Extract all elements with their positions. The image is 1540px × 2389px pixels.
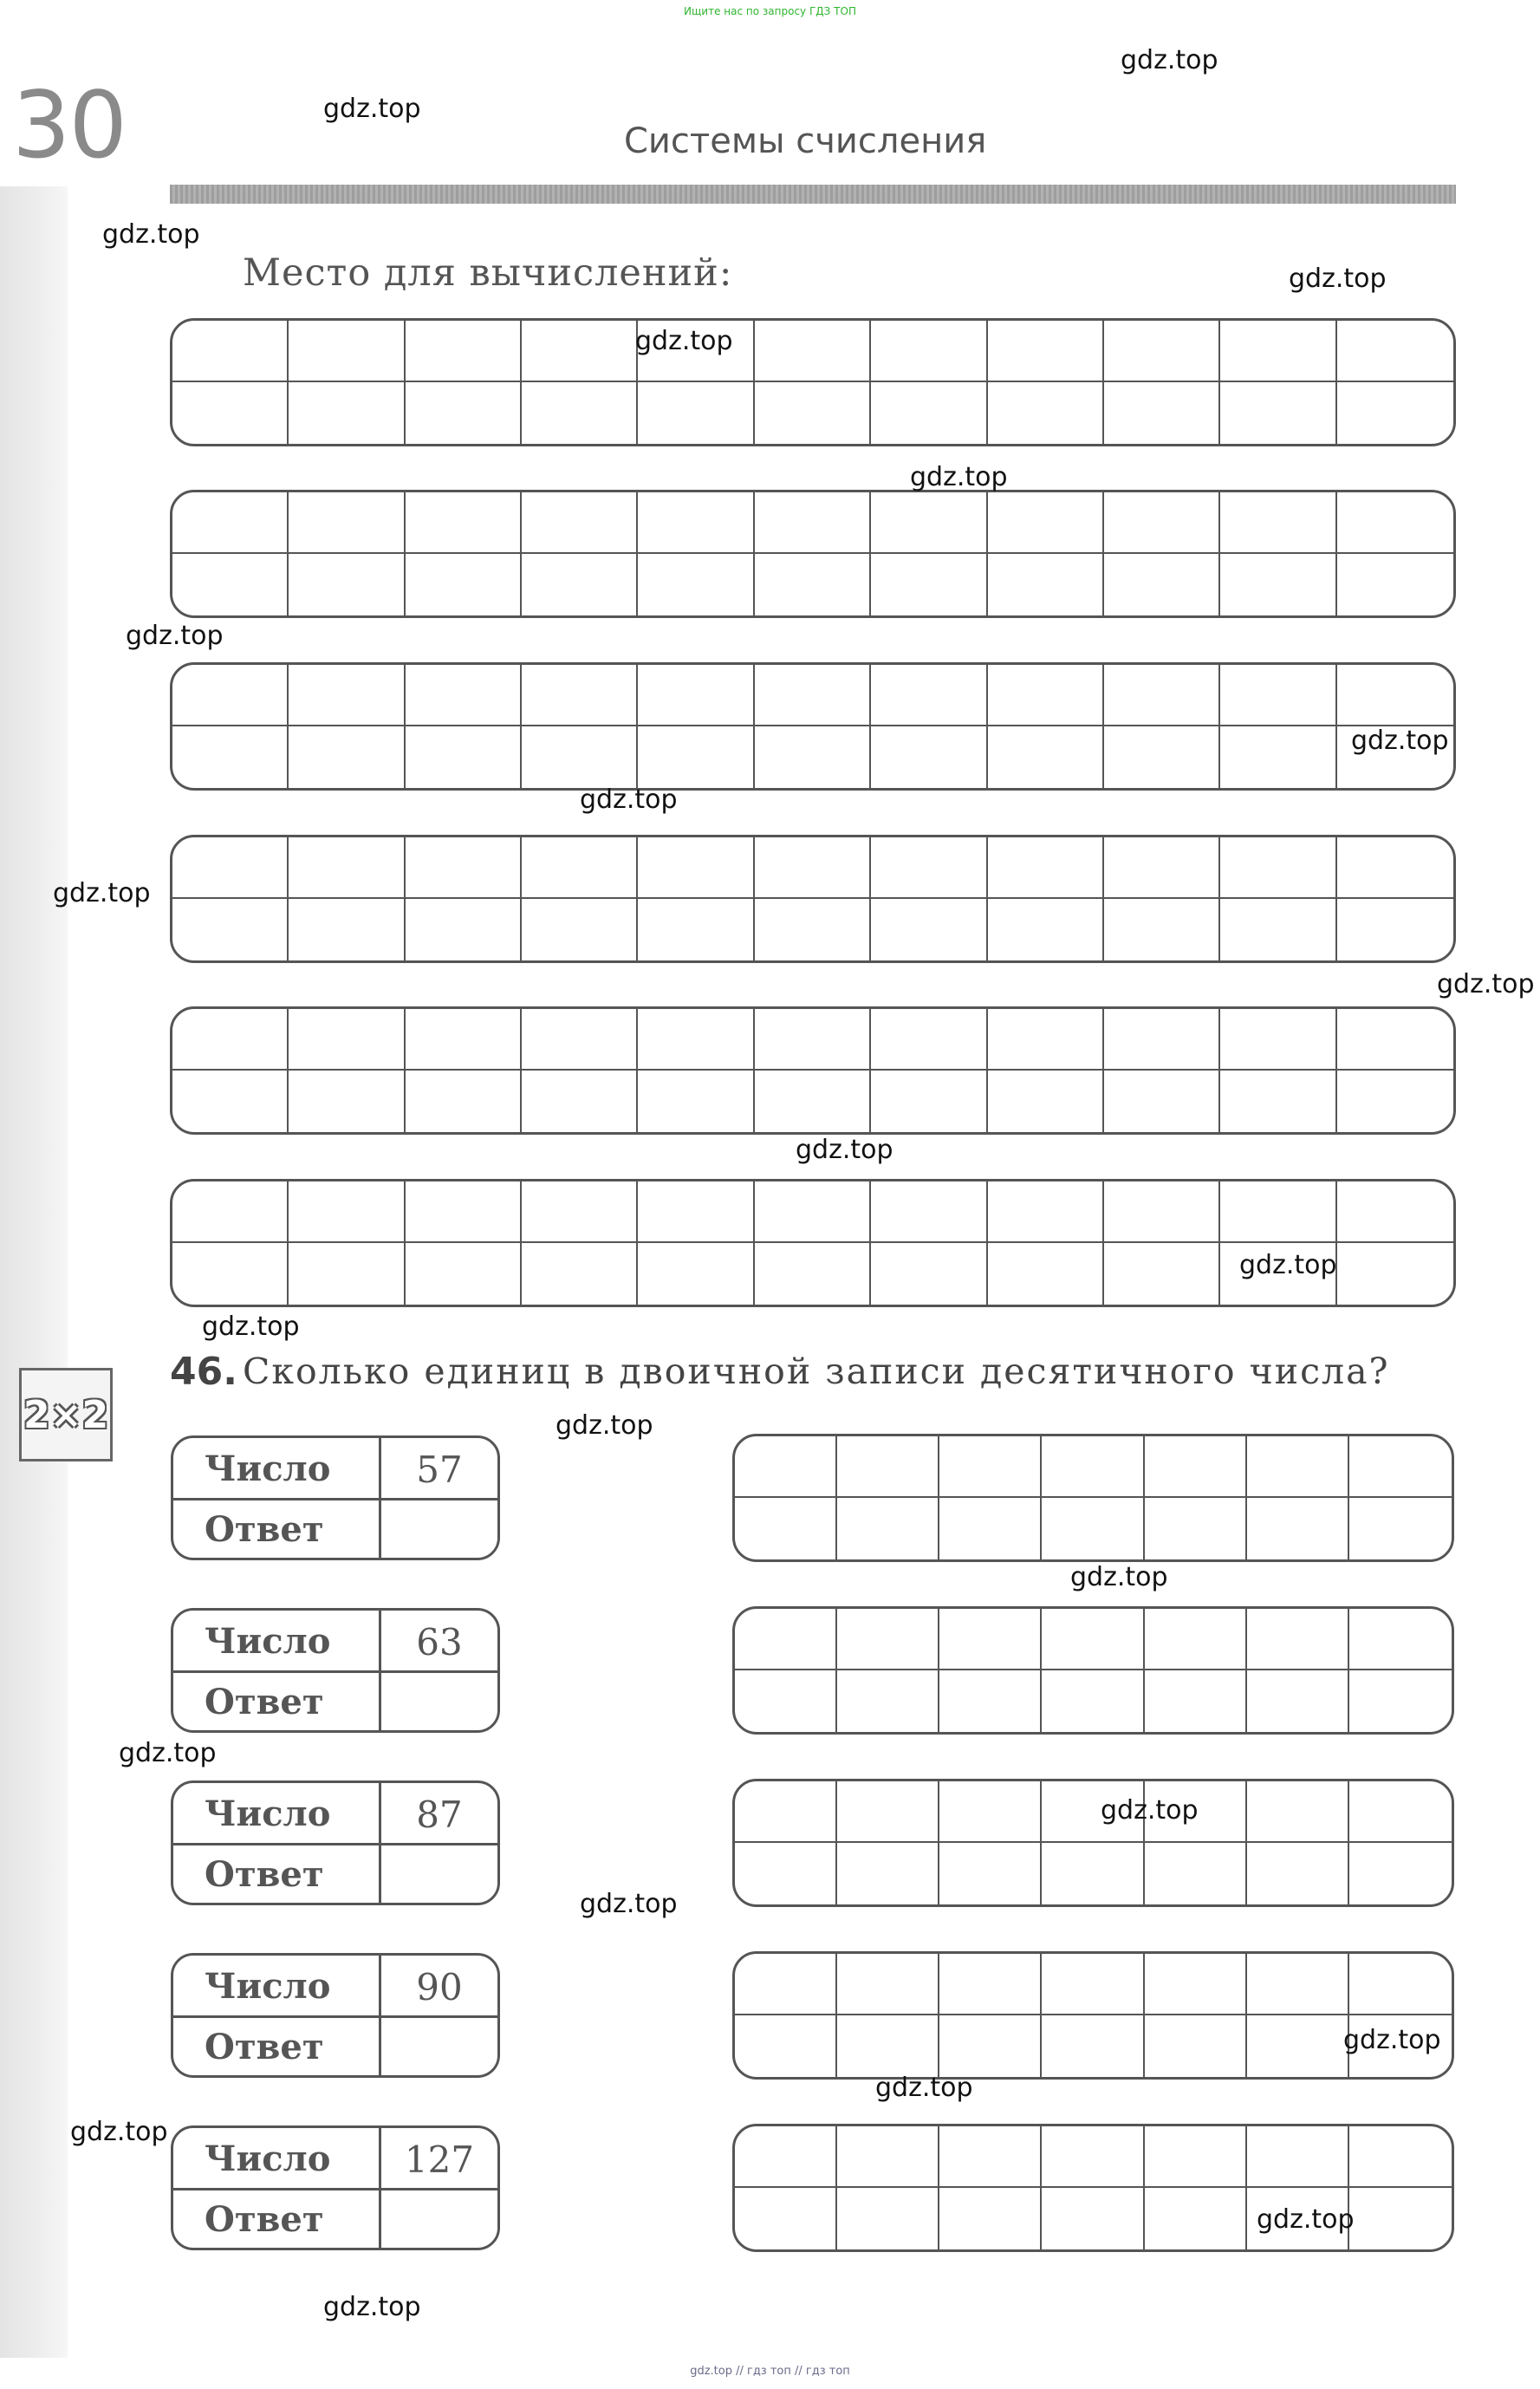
grid-cell[interactable] [1145, 1609, 1247, 1670]
grid-cell[interactable] [1337, 321, 1453, 382]
grid-cell[interactable] [871, 554, 987, 615]
calc-space-label: Место для вычислений: [243, 251, 733, 295]
grid-cell[interactable] [1220, 321, 1336, 382]
grid-cell[interactable] [289, 492, 405, 554]
number-label: Число [205, 1966, 331, 2007]
decimal-number-value: 87 [416, 1793, 463, 1836]
grid-cell[interactable] [988, 1243, 1104, 1305]
grid-cell[interactable] [1247, 1436, 1349, 1498]
grid-cell[interactable] [939, 2126, 1042, 2188]
grid-cell[interactable] [1349, 1498, 1452, 1559]
grid-cell[interactable] [988, 726, 1104, 788]
grid-cell[interactable] [837, 2126, 939, 2188]
grid-cell[interactable] [871, 1243, 987, 1305]
number-row [173, 2128, 497, 2190]
grid-cell[interactable] [871, 837, 987, 899]
grid-cell[interactable] [755, 1243, 871, 1305]
grid-cell[interactable] [939, 1609, 1042, 1670]
grid-cell[interactable] [755, 321, 871, 382]
watermark: gdz.top [910, 462, 1008, 492]
grid-cell[interactable] [1337, 554, 1453, 615]
grid-cell[interactable] [1104, 837, 1220, 899]
grid-cell[interactable] [406, 1181, 522, 1243]
grid-cell[interactable] [837, 1609, 939, 1670]
grid-cell[interactable] [406, 1243, 522, 1305]
grid-cell[interactable] [1220, 382, 1336, 444]
grid-cell[interactable] [871, 899, 987, 960]
grid-cell[interactable] [1042, 1843, 1144, 1904]
grid-cell[interactable] [1349, 2126, 1452, 2188]
calc-grid-1[interactable] [170, 318, 1456, 446]
grid-cell[interactable] [837, 1498, 939, 1559]
grid-cell[interactable] [755, 726, 871, 788]
answer-label: Ответ [205, 1682, 324, 1722]
grid-cell[interactable] [988, 1009, 1104, 1071]
watermark: gdz.top [1257, 2204, 1355, 2235]
grid-cell[interactable] [1042, 2188, 1144, 2249]
answer-table-127 [171, 2125, 500, 2250]
grid-cell[interactable] [1349, 1781, 1452, 1843]
grid-cell[interactable] [871, 726, 987, 788]
grid-cell[interactable] [837, 2015, 939, 2077]
grid-cell[interactable] [1247, 2126, 1349, 2188]
work-grid-87[interactable] [732, 1779, 1454, 1907]
watermark: gdz.top [1239, 1250, 1337, 1280]
grid-cell[interactable] [172, 726, 289, 788]
task-question: Сколько единиц в двоичной записи десятичного числа? [243, 1351, 1390, 1392]
grid-cell[interactable] [1220, 554, 1336, 615]
calc-grid-3[interactable] [170, 662, 1456, 791]
grid-cell[interactable] [289, 837, 405, 899]
answer-table-87 [171, 1780, 500, 1905]
grid-cell[interactable] [988, 1071, 1104, 1132]
answer-table-90 [171, 1953, 500, 2078]
grid-cell[interactable] [1104, 665, 1220, 726]
grid-cell[interactable] [406, 1071, 522, 1132]
work-grid-57[interactable] [732, 1434, 1454, 1562]
cell-divider [379, 2189, 381, 2249]
answer-input[interactable] [385, 2197, 492, 2243]
watermark: gdz.top [1289, 264, 1387, 294]
grid-cell[interactable] [735, 1670, 837, 1732]
watermark: gdz.top [126, 621, 224, 651]
answer-row [173, 2016, 497, 2076]
number-row [173, 1783, 497, 1845]
grid-cell[interactable] [755, 554, 871, 615]
calc-grid-4[interactable] [170, 835, 1456, 963]
grid-cell[interactable] [837, 1436, 939, 1498]
grid-cell[interactable] [755, 1009, 871, 1071]
grid-cell[interactable] [755, 665, 871, 726]
grid-cell[interactable] [406, 554, 522, 615]
grid-cell[interactable] [522, 1243, 638, 1305]
grid-cell[interactable] [522, 1071, 638, 1132]
grid-cell[interactable] [522, 726, 638, 788]
two-by-two-icon [19, 1368, 113, 1461]
grid-cell[interactable] [1104, 1243, 1220, 1305]
grid-cell[interactable] [1145, 2188, 1247, 2249]
grid-cell[interactable] [638, 899, 754, 960]
grid-cell[interactable] [939, 1436, 1042, 1498]
grid-cell[interactable] [289, 726, 405, 788]
grid-cell[interactable] [988, 382, 1104, 444]
grid-cell[interactable] [1145, 1954, 1247, 2015]
grid-cell[interactable] [406, 899, 522, 960]
grid-cell[interactable] [172, 492, 289, 554]
grid-cell[interactable] [1220, 1071, 1336, 1132]
grid-cell[interactable] [755, 837, 871, 899]
grid-cell[interactable] [1145, 2126, 1247, 2188]
grid-cell[interactable] [988, 899, 1104, 960]
cell-divider [379, 1671, 381, 1731]
grid-cell[interactable] [1349, 1954, 1452, 2015]
answer-input[interactable] [385, 1680, 492, 1725]
grid-cell[interactable] [1337, 1181, 1453, 1243]
grid-cell[interactable] [939, 1954, 1042, 2015]
grid-cell[interactable] [289, 321, 405, 382]
answer-label: Ответ [205, 2027, 324, 2067]
watermark: gdz.top [796, 1135, 893, 1165]
grid-cell[interactable] [638, 726, 754, 788]
grid-cell[interactable] [1042, 2126, 1144, 2188]
decimal-number-value: 90 [416, 1966, 463, 2008]
calc-grid-5[interactable] [170, 1006, 1456, 1135]
number-row [173, 1956, 497, 2018]
grid-cell[interactable] [1247, 1498, 1349, 1559]
grid-cell[interactable] [638, 1071, 754, 1132]
grid-cell[interactable] [406, 1009, 522, 1071]
answer-input[interactable] [385, 1852, 492, 1898]
grid-cell[interactable] [1220, 726, 1336, 788]
grid-cell[interactable] [172, 899, 289, 960]
grid-cell[interactable] [522, 492, 638, 554]
grid-cell[interactable] [1337, 665, 1453, 726]
answer-label: Ответ [205, 1854, 324, 1895]
grid-cell[interactable] [1337, 382, 1453, 444]
grid-cell[interactable] [522, 837, 638, 899]
grid-cell[interactable] [939, 2015, 1042, 2077]
grid-cell[interactable] [1042, 1609, 1144, 1670]
grid-cell[interactable] [735, 1436, 837, 1498]
decimal-number-value: 63 [416, 1621, 463, 1663]
grid-cell[interactable] [289, 1009, 405, 1071]
grid-cell[interactable] [735, 1609, 837, 1670]
grid-cell[interactable] [1337, 837, 1453, 899]
grid-cell[interactable] [735, 1781, 837, 1843]
grid-cell[interactable] [1349, 1609, 1452, 1670]
task-number: 46. [170, 1350, 237, 1394]
work-grid-90[interactable] [732, 1951, 1454, 2080]
grid-cell[interactable] [1145, 2015, 1247, 2077]
grid-cell[interactable] [172, 665, 289, 726]
grid-cell[interactable] [1247, 2015, 1349, 2077]
answer-input[interactable] [385, 2025, 492, 2070]
grid-cell[interactable] [1145, 1498, 1247, 1559]
watermark: gdz.top [1351, 726, 1449, 756]
grid-cell[interactable] [1337, 1071, 1453, 1132]
grid-cell[interactable] [1104, 382, 1220, 444]
chapter-title: Системы счисления [624, 121, 987, 161]
grid-cell[interactable] [638, 1181, 754, 1243]
answer-row [173, 1844, 497, 1904]
grid-cell[interactable] [1220, 1009, 1336, 1071]
grid-cell[interactable] [988, 665, 1104, 726]
grid-cell[interactable] [638, 837, 754, 899]
grid-cell[interactable] [1247, 1781, 1349, 1843]
grid-cell[interactable] [172, 321, 289, 382]
grid-cell[interactable] [638, 554, 754, 615]
grid-cell[interactable] [1042, 1498, 1144, 1559]
header-divider-bar [170, 185, 1456, 204]
grid-cell[interactable] [939, 1781, 1042, 1843]
grid-cell[interactable] [172, 1009, 289, 1071]
grid-cell[interactable] [1337, 1009, 1453, 1071]
number-row [173, 1611, 497, 1673]
grid-cell[interactable] [755, 382, 871, 444]
watermark: gdz.top [1121, 45, 1218, 75]
grid-cell[interactable] [871, 492, 987, 554]
grid-cell[interactable] [988, 321, 1104, 382]
grid-cell[interactable] [735, 2188, 837, 2249]
answer-row [173, 1499, 497, 1559]
watermark: gdz.top [323, 2292, 421, 2322]
grid-cell[interactable] [1220, 1181, 1336, 1243]
grid-cell[interactable] [837, 1954, 939, 2015]
grid-cell[interactable] [1104, 726, 1220, 788]
grid-cell[interactable] [755, 899, 871, 960]
calc-grid-2[interactable] [170, 490, 1456, 618]
grid-cell[interactable] [289, 1071, 405, 1132]
grid-cell[interactable] [1104, 899, 1220, 960]
left-margin-strip [0, 186, 68, 2358]
grid-cell[interactable] [988, 554, 1104, 615]
grid-cell[interactable] [638, 382, 754, 444]
grid-cell[interactable] [289, 1181, 405, 1243]
grid-cell[interactable] [755, 492, 871, 554]
grid-cell[interactable] [837, 1843, 939, 1904]
grid-cell[interactable] [1145, 1670, 1247, 1732]
grid-cell[interactable] [289, 382, 405, 444]
grid-cell[interactable] [735, 1843, 837, 1904]
watermark: gdz.top [323, 94, 421, 124]
grid-cell[interactable] [172, 1243, 289, 1305]
answer-label: Ответ [205, 2199, 324, 2240]
grid-cell[interactable] [522, 665, 638, 726]
grid-cell[interactable] [406, 321, 522, 382]
grid-cell[interactable] [172, 837, 289, 899]
grid-cell[interactable] [735, 1498, 837, 1559]
grid-cell[interactable] [289, 665, 405, 726]
grid-cell[interactable] [871, 382, 987, 444]
number-label: Число [205, 2138, 331, 2179]
grid-cell[interactable] [735, 2015, 837, 2077]
grid-cell[interactable] [638, 1009, 754, 1071]
grid-cell[interactable] [1042, 2015, 1144, 2077]
grid-cell[interactable] [172, 1071, 289, 1132]
top-search-note: Ищите нас по запросу ГДЗ ТОП [684, 5, 856, 17]
grid-cell[interactable] [871, 1181, 987, 1243]
grid-cell[interactable] [289, 899, 405, 960]
number-label: Число [205, 1448, 331, 1489]
watermark: gdz.top [556, 1410, 653, 1441]
grid-cell[interactable] [837, 1781, 939, 1843]
grid-cell[interactable] [522, 1181, 638, 1243]
grid-cell[interactable] [1247, 1670, 1349, 1732]
grid-cell[interactable] [1337, 492, 1453, 554]
cell-divider [379, 1499, 381, 1559]
work-grid-63[interactable] [732, 1606, 1454, 1735]
grid-cell[interactable] [1042, 1670, 1144, 1732]
watermark: gdz.top [875, 2073, 973, 2103]
grid-cell[interactable] [939, 1843, 1042, 1904]
grid-cell[interactable] [735, 1954, 837, 2015]
grid-cell[interactable] [735, 2126, 837, 2188]
answer-row [173, 1671, 497, 1731]
grid-cell[interactable] [1042, 1954, 1144, 2015]
answer-table-57 [171, 1435, 500, 1560]
answer-label: Ответ [205, 1509, 324, 1550]
grid-cell[interactable] [172, 554, 289, 615]
grid-cell[interactable] [638, 665, 754, 726]
number-row [173, 1438, 497, 1500]
grid-cell[interactable] [289, 554, 405, 615]
grid-cell[interactable] [522, 321, 638, 382]
watermark: gdz.top [53, 878, 151, 908]
grid-cell[interactable] [406, 382, 522, 444]
grid-cell[interactable] [1349, 2188, 1452, 2249]
grid-cell[interactable] [1247, 1609, 1349, 1670]
grid-cell[interactable] [939, 1670, 1042, 1732]
calc-grid-6[interactable] [170, 1179, 1456, 1307]
watermark: gdz.top [1437, 969, 1535, 999]
grid-cell[interactable] [522, 899, 638, 960]
cell-divider [379, 2016, 381, 2076]
grid-cell[interactable] [871, 321, 987, 382]
decimal-number-value: 57 [416, 1448, 463, 1491]
grid-cell[interactable] [939, 1498, 1042, 1559]
grid-cell[interactable] [837, 2188, 939, 2249]
grid-cell[interactable] [871, 1009, 987, 1071]
watermark: gdz.top [70, 2117, 168, 2147]
grid-cell[interactable] [638, 1243, 754, 1305]
grid-cell[interactable] [1104, 321, 1220, 382]
watermark: gdz.top [635, 326, 733, 356]
grid-cell[interactable] [1104, 554, 1220, 615]
grid-cell[interactable] [522, 554, 638, 615]
watermark: gdz.top [580, 1889, 678, 1919]
watermark: gdz.top [202, 1312, 300, 1342]
answer-row [173, 2189, 497, 2249]
grid-cell[interactable] [172, 382, 289, 444]
page-number: 30 [12, 72, 126, 179]
watermark: gdz.top [1343, 2025, 1441, 2055]
grid-cell[interactable] [1220, 665, 1336, 726]
grid-cell[interactable] [522, 382, 638, 444]
grid-cell[interactable] [1042, 1436, 1144, 1498]
number-label: Число [205, 1621, 331, 1662]
grid-cell[interactable] [1337, 899, 1453, 960]
cell-divider [379, 1844, 381, 1904]
grid-cell[interactable] [871, 1071, 987, 1132]
grid-cell[interactable] [871, 665, 987, 726]
number-label: Число [205, 1793, 331, 1834]
grid-cell[interactable] [837, 1670, 939, 1732]
grid-cell[interactable] [988, 492, 1104, 554]
grid-cell[interactable] [406, 837, 522, 899]
decimal-number-value: 127 [404, 2138, 475, 2181]
watermark: gdz.top [1101, 1795, 1199, 1826]
grid-cell[interactable] [1145, 1843, 1247, 1904]
watermark: gdz.top [119, 1738, 217, 1768]
icon-digit-right: 2 [81, 1392, 109, 1437]
grid-cell[interactable] [939, 2188, 1042, 2249]
grid-cell[interactable] [1104, 492, 1220, 554]
grid-cell[interactable] [1220, 837, 1336, 899]
watermark: gdz.top [1070, 1562, 1168, 1592]
grid-cell[interactable] [1247, 1954, 1349, 2015]
grid-cell[interactable] [172, 1181, 289, 1243]
watermark: gdz.top [580, 784, 678, 815]
grid-cell[interactable] [1349, 1436, 1452, 1498]
footer-note: gdz.top // гдз топ // гдз топ [690, 2365, 850, 2378]
grid-cell[interactable] [289, 1243, 405, 1305]
grid-cell[interactable] [1104, 1071, 1220, 1132]
grid-cell[interactable] [1349, 1843, 1452, 1904]
grid-cell[interactable] [1104, 1181, 1220, 1243]
grid-cell[interactable] [1247, 1843, 1349, 1904]
grid-cell[interactable] [1220, 492, 1336, 554]
answer-input[interactable] [385, 1507, 492, 1553]
grid-cell[interactable] [522, 1009, 638, 1071]
watermark: gdz.top [102, 219, 200, 250]
grid-cell[interactable] [638, 492, 754, 554]
grid-cell[interactable] [988, 837, 1104, 899]
grid-cell[interactable] [406, 492, 522, 554]
grid-cell[interactable] [1337, 1243, 1453, 1305]
grid-cell[interactable] [406, 665, 522, 726]
grid-cell[interactable] [755, 1071, 871, 1132]
grid-cell[interactable] [1220, 899, 1336, 960]
grid-cell[interactable] [755, 1181, 871, 1243]
icon-digit-left: 2 [23, 1392, 50, 1437]
answer-table-63 [171, 1608, 500, 1733]
grid-cell[interactable] [1349, 1670, 1452, 1732]
grid-cell[interactable] [1145, 1436, 1247, 1498]
grid-cell[interactable] [406, 726, 522, 788]
grid-cell[interactable] [988, 1181, 1104, 1243]
icon-times-sign: × [49, 1392, 82, 1437]
grid-cell[interactable] [1104, 1009, 1220, 1071]
